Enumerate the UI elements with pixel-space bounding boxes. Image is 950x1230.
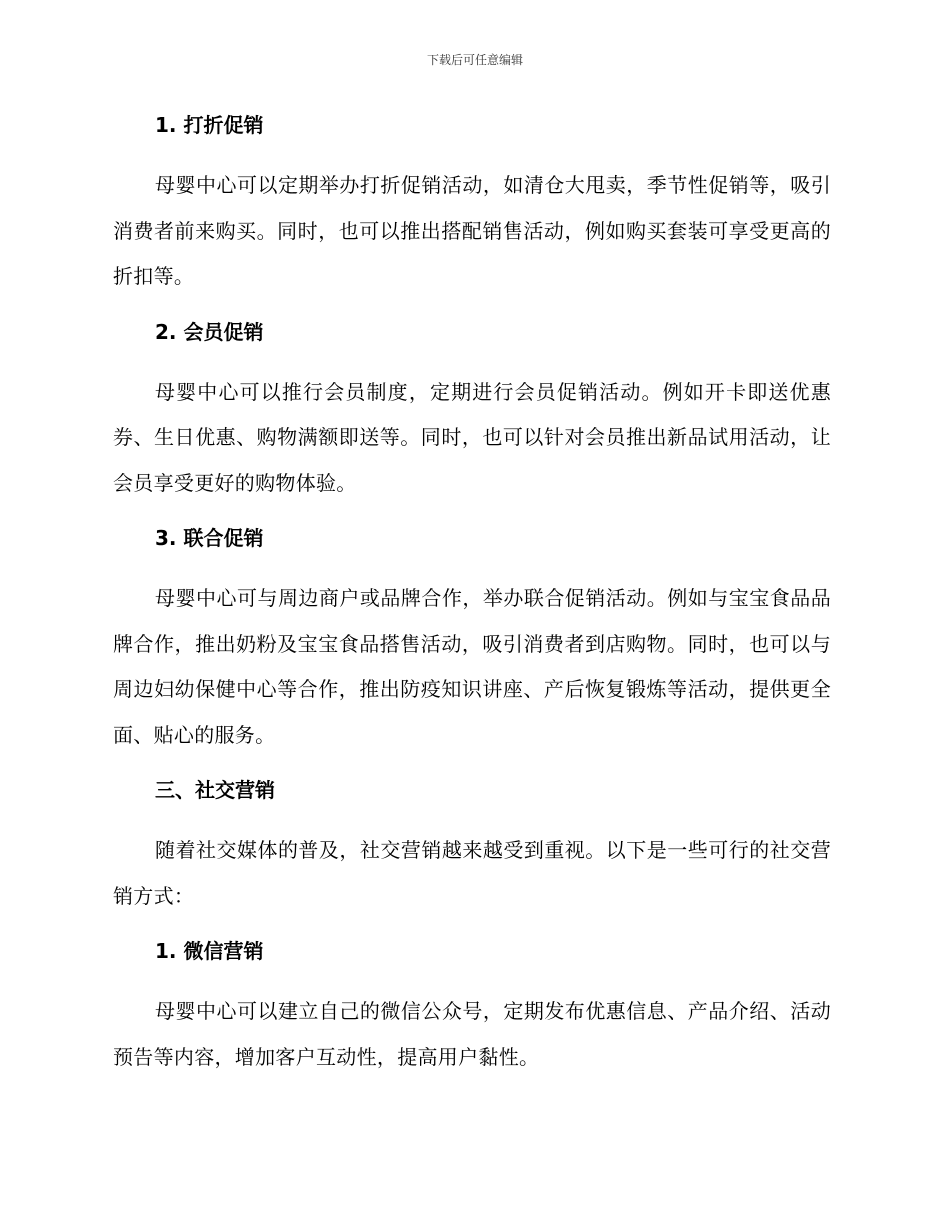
- section-heading-joint: 3. 联合促销: [155, 526, 264, 550]
- section-heading-member: 2. 会员促销: [155, 319, 264, 344]
- section-paragraph-discount: 母婴中心可以定期举办打折促销活动，如清仓大甩卖，季节性促销等，吸引消费者前来购买。同时，也可以推出搭配销售活动，例如购买套装可享受更高的折扣等。: [113, 173, 831, 288]
- page-header-note: 下载后可任意编辑: [426, 53, 523, 67]
- section-paragraph-wechat: 母婴中心可以建立自己的微信公众号，定期发布优惠信息、产品介绍、活动预告等内容，增加客户互动性，提高用户黏性。: [113, 999, 831, 1069]
- section-heading-discount: 1. 打折促销: [155, 113, 264, 137]
- section-heading-wechat: 1. 微信营销: [155, 939, 264, 963]
- document-body: [113, 110, 831, 1080]
- section-heading-social: 三、社交营销: [155, 778, 275, 802]
- section-paragraph-joint: 母婴中心可与周边商户或品牌合作，举办联合促销活动。例如与宝宝食品品牌合作，推出奶粉及宝宝食品搭售活动，吸引消费者到店购物。同时，也可以与周边妇幼保健中心等合作，推出防疫知识讲座、产后恢复锻炼等活动，提供更全面、贴心的服务。: [113, 586, 831, 747]
- section-paragraph-social: 随着社交媒体的普及，社交营销越来越受到重视。以下是一些可行的社交营销方式：: [113, 838, 831, 908]
- section-paragraph-member: 母婴中心可以推行会员制度，定期进行会员促销活动。例如开卡即送优惠券、生日优惠、购物满额即送等。同时，也可以针对会员推出新品试用活动，让会员享受更好的购物体验。: [113, 379, 831, 495]
